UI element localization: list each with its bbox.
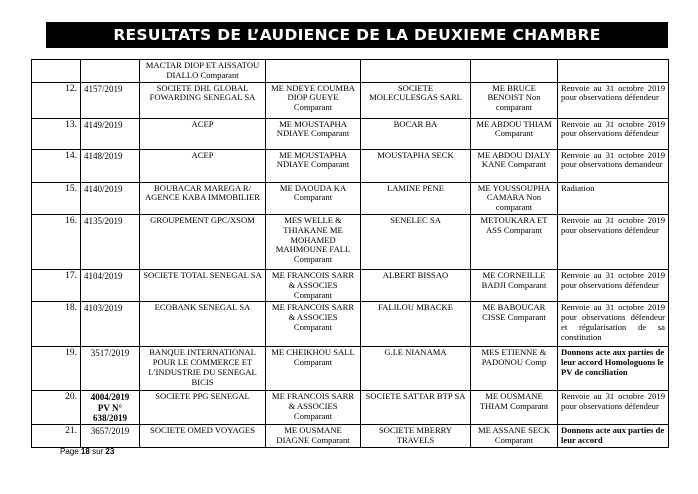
case-reference: 4157/2019 — [81, 82, 140, 118]
decision: Renvoie au 31 octobre 2019 pour observations défendeur — [558, 118, 669, 149]
defendant-lawyer: ME ABDOU THIAM Comparant — [471, 118, 558, 149]
defendant-lawyer: ME OUSMANE THIAM Comparant — [471, 391, 558, 425]
row-number: 19. — [32, 347, 81, 391]
table-row — [32, 118, 669, 149]
defendant-lawyer: METOUKARA ET ASS Comparant — [471, 214, 558, 269]
decision: Renvoie au 31 octobre 2019 pour observations défendeur — [558, 82, 669, 118]
table-row — [32, 269, 669, 301]
plaintiff: SOCIETE PPG SENEGAL — [140, 391, 266, 425]
row-number: 12. — [32, 82, 81, 118]
decision — [558, 60, 669, 83]
case-reference: 4104/2019 — [81, 269, 140, 301]
case-reference: 4140/2019 — [81, 182, 140, 214]
row-number: 15. — [32, 182, 81, 214]
defendant: G.I.E NIANAMA — [361, 347, 471, 391]
table-row — [32, 60, 669, 83]
results-table — [31, 59, 669, 448]
defendant: SENELEC SA — [361, 214, 471, 269]
defendant-lawyer: ME YOUSSOUPHA CAMARA Non comparant — [471, 182, 558, 214]
plaintiff: BOUBACAR MAREGA R/ AGENCE KABA IMMOBILIER — [140, 182, 266, 214]
case-reference: 4149/2019 — [81, 118, 140, 149]
table-row — [32, 182, 669, 214]
defendant — [361, 60, 471, 83]
plaintiff: BANQUE INTERNATIONAL POUR LE COMMERCE ET L’INDUSTRIE DU SENEGAL BICIS — [140, 347, 266, 391]
table-row — [32, 391, 669, 425]
plaintiff: MACTAR DIOP ET AISSATOU DIALLO Comparant — [140, 60, 266, 83]
table-row — [32, 425, 669, 448]
defendant: ALBERT BISSAO — [361, 269, 471, 301]
plaintiff-lawyer: ME OUSMANE DIAGNE Comparant — [266, 425, 361, 448]
page-sep: sur — [92, 447, 104, 456]
plaintiff-lawyer: ME NDEYE COUMBA DIOP GUEYE Comparant — [266, 82, 361, 118]
defendant: MOUSTAPHA SECK — [361, 149, 471, 182]
defendant-lawyer: ME ASSANE SECK Comparant — [471, 425, 558, 448]
case-reference: 3657/2019 — [81, 425, 140, 448]
plaintiff: ECOBANK SENEGAL SA — [140, 302, 266, 347]
plaintiff: SOCIETE TOTAL SENEGAL SA — [140, 269, 266, 301]
case-reference: 4004/2019 PV N° 638/2019 — [81, 391, 140, 425]
defendant-lawyer: MES ETIENNE & PADONOU Comp — [471, 347, 558, 391]
plaintiff: GROUPEMENT GPC/XSOM — [140, 214, 266, 269]
page-title — [46, 22, 668, 48]
plaintiff: ACEP — [140, 149, 266, 182]
defendant-lawyer: ME BABOUCAR CISSE Comparant — [471, 302, 558, 347]
row-number: 13. — [32, 118, 81, 149]
defendant-lawyer: ME BRUCE BENOIST Non comparant — [471, 82, 558, 118]
table-row — [32, 302, 669, 347]
row-number: 14. — [32, 149, 81, 182]
row-number: 20. — [32, 391, 81, 425]
defendant: SOCIETE MOLECULESGAS SARL — [361, 82, 471, 118]
table-row — [32, 149, 669, 182]
plaintiff-lawyer: ME MOUSTAPHA NDIAYE Comparant — [266, 149, 361, 182]
decision: Renvoie au 31 octobre 2019 pour observations défendeur et régularisation de sa constitution — [558, 302, 669, 347]
plaintiff: SOCIETE OMED VOYAGES — [140, 425, 266, 448]
table-row — [32, 82, 669, 118]
plaintiff-lawyer: ME DAOUDA KA Comparant — [266, 182, 361, 214]
plaintiff: SOCIETE DHL GLOBAL FOWARDING SENEGAL SA — [140, 82, 266, 118]
table-row — [32, 347, 669, 391]
row-number — [32, 60, 81, 83]
defendant-lawyer — [471, 60, 558, 83]
decision: Renvoie au 31 octobre 2019 pour observations défendeur — [558, 269, 669, 301]
decision: Renvoie au 31 octobre 2019 pour observations demandeur — [558, 149, 669, 182]
defendant: BOCAR BA — [361, 118, 471, 149]
row-number: 21. — [32, 425, 81, 448]
case-reference: 4135/2019 — [81, 214, 140, 269]
page-title-text: RESULTATS DE L’AUDIENCE DE LA DEUXIEME CHAMBRE — [113, 26, 601, 44]
page-current: 18 — [80, 447, 90, 456]
decision: Renvoie au 31 octobre 2019 pour observations défendeur — [558, 214, 669, 269]
case-reference: 3517/2019 — [81, 347, 140, 391]
table-row — [32, 214, 669, 269]
decision: Radiation — [558, 182, 669, 214]
plaintiff-lawyer: ME FRANCOIS SARR & ASSOCIES Comparant — [266, 302, 361, 347]
row-number: 16. — [32, 214, 81, 269]
row-number: 18. — [32, 302, 81, 347]
plaintiff: ACEP — [140, 118, 266, 149]
plaintiff-lawyer — [266, 60, 361, 83]
decision: Donnons acte aux parties de leur accord Homologuons le PV de conciliation — [558, 347, 669, 391]
plaintiff-lawyer: ME MOUSTAPHA NDIAYE Comparant — [266, 118, 361, 149]
case-reference: 4148/2019 — [81, 149, 140, 182]
case-reference: 4103/2019 — [81, 302, 140, 347]
plaintiff-lawyer: ME FRANCOIS SARR & ASSOCIES Comparant — [266, 269, 361, 301]
plaintiff-lawyer: MES WELLE & THIAKANE ME MOHAMED MAHMOUNE FALL Comparant — [266, 214, 361, 269]
defendant: SOCIETE MBERRY TRAVELS — [361, 425, 471, 448]
defendant-lawyer: ME ABDOU DIALY KANE Comparant — [471, 149, 558, 182]
defendant: LAMINE PENE — [361, 182, 471, 214]
decision: Renvoie au 31 octobre 2019 pour observations défendeur — [558, 391, 669, 425]
plaintiff-lawyer: ME FRANCOIS SARR & ASSOCIES Comparant — [266, 391, 361, 425]
page-label: Page — [60, 447, 79, 456]
plaintiff-lawyer: ME CHEIKHOU SALL Comparant — [266, 347, 361, 391]
defendant: FALILOU MBACKE — [361, 302, 471, 347]
page-footer — [60, 447, 114, 456]
case-reference — [81, 60, 140, 83]
defendant: SOCIETE SATTAR BTP SA — [361, 391, 471, 425]
row-number: 17. — [32, 269, 81, 301]
decision: Donnons acte aux parties de leur accord — [558, 425, 669, 448]
defendant-lawyer: ME CORNEILLE BADJI Comparant — [471, 269, 558, 301]
page-total: 23 — [105, 447, 115, 456]
